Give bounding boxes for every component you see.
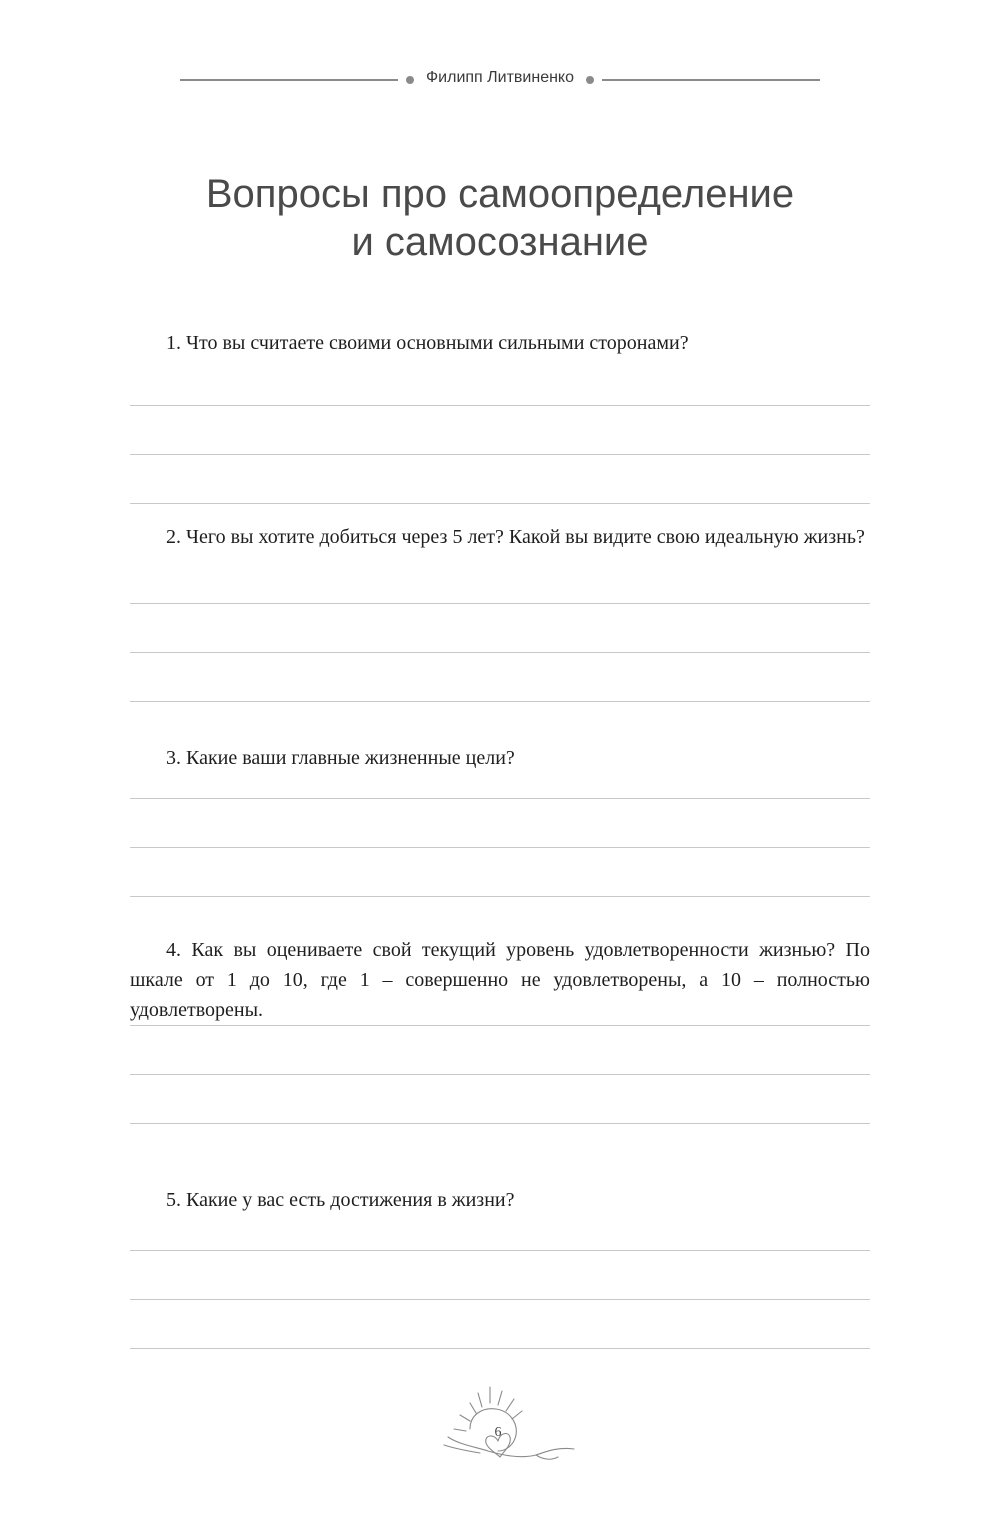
question-2: 2. Чего вы хотите добиться через 5 лет? Какой вы видите свою идеальную жизнь? xyxy=(166,526,865,548)
answer-line[interactable] xyxy=(130,503,870,504)
answer-line[interactable] xyxy=(130,1025,870,1026)
answer-line[interactable] xyxy=(130,798,870,799)
answer-line[interactable] xyxy=(130,847,870,848)
question-3: 3. Какие ваши главные жизненные цели? xyxy=(166,747,515,769)
answer-line[interactable] xyxy=(130,652,870,653)
page-number: 6 xyxy=(494,1425,502,1440)
answer-line[interactable] xyxy=(130,1074,870,1075)
answer-line[interactable] xyxy=(130,405,870,406)
page-footer xyxy=(440,1385,580,1475)
question-4: 4. Как вы оцениваете свой текущий уровень удовлетворенности жизнью? По шкале от 1 до 10, где 1 – совершенно не удовлетворены, а 10 – полностью удовлетворены. xyxy=(130,939,870,1021)
answer-line[interactable] xyxy=(130,1250,870,1251)
question-1: 1. Что вы считаете своими основными сильными сторонами? xyxy=(166,332,689,354)
answer-line[interactable] xyxy=(130,896,870,897)
answer-line[interactable] xyxy=(130,603,870,604)
answer-line[interactable] xyxy=(130,454,870,455)
header-author: Филипп Литвиненко xyxy=(426,69,574,86)
question-5: 5. Какие у вас есть достижения в жизни? xyxy=(166,1189,515,1211)
answer-line[interactable] xyxy=(130,1299,870,1300)
header-dot-right xyxy=(586,76,594,84)
running-header xyxy=(180,68,820,92)
answer-line[interactable] xyxy=(130,1123,870,1124)
page-title xyxy=(100,170,900,266)
answer-line[interactable] xyxy=(130,701,870,702)
page-title-line-1: Вопросы про самоопределение xyxy=(205,172,795,216)
answer-line[interactable] xyxy=(130,1348,870,1349)
header-rule-right xyxy=(602,79,820,81)
sun-heart-ornament-icon xyxy=(440,1385,580,1475)
page-title-line-2: и самосознание xyxy=(351,220,649,264)
